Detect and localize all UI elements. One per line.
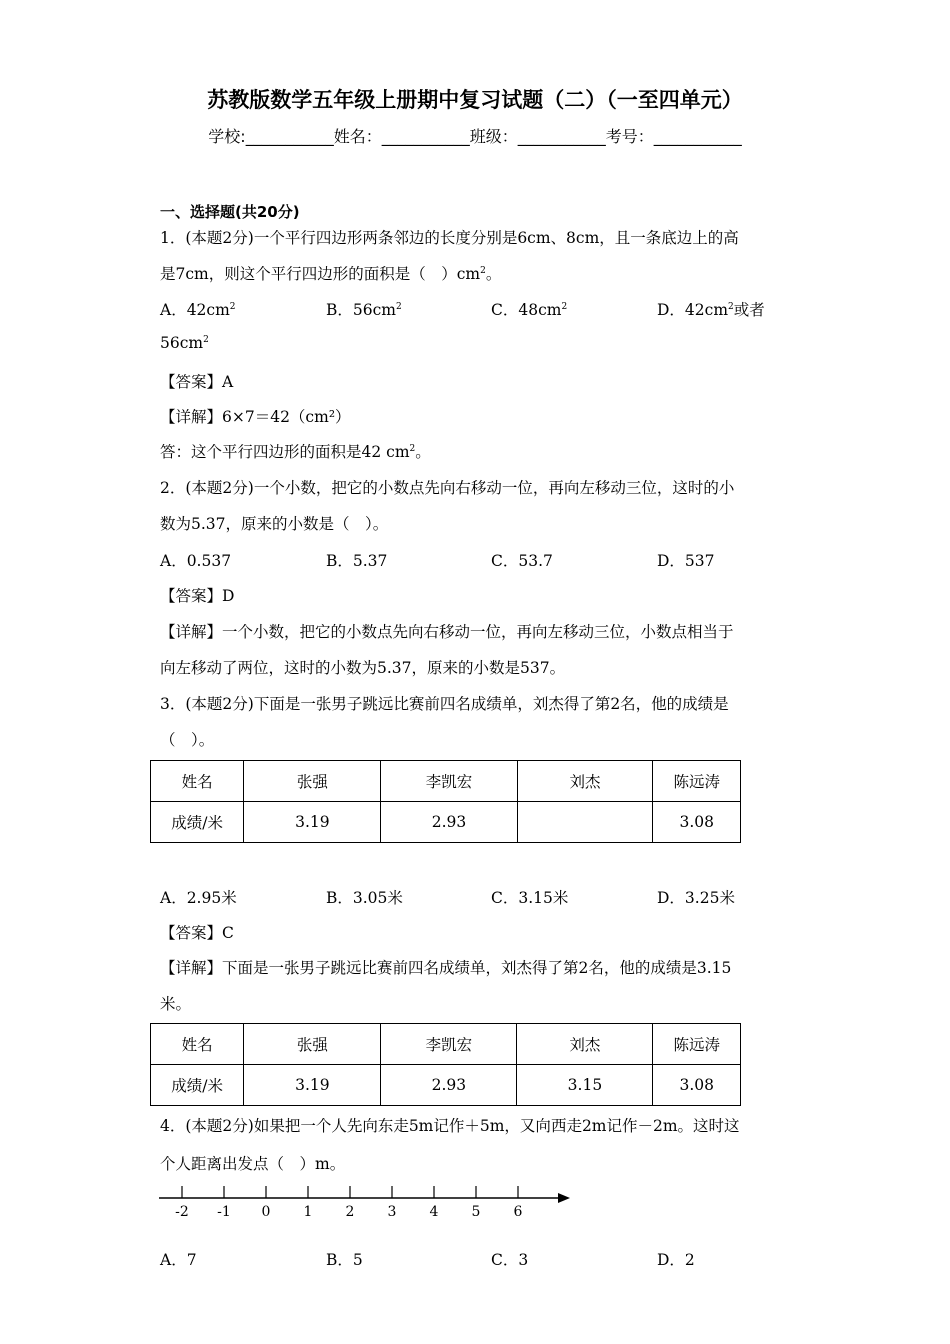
table-cell: 3.08: [653, 802, 741, 843]
score-table-question: [150, 760, 741, 843]
q2-answer: 【答案】D: [160, 587, 235, 605]
table-cell: 张强: [244, 761, 381, 802]
q3-option-a: A．2.95米: [160, 889, 237, 907]
q1-option-c: C．$48cm^2$: [491, 301, 568, 319]
table-cell: 3.19: [244, 802, 381, 843]
q1-option-d-continued: $56cm^2$: [160, 334, 209, 352]
table-cell: 2.93: [381, 1065, 517, 1106]
section-title: 一、选择题(共20分): [160, 203, 300, 221]
q3-line2: （ ）。: [160, 731, 215, 749]
q2-detail-line1: 【详解】一个小数，把它的小数点先向右移动一位，再向左移动三位，小数点相当于: [160, 623, 734, 641]
number-line-label: 1: [303, 1204, 313, 1220]
q4-option-b: B．5: [326, 1251, 363, 1269]
q3-option-c: C．3.15米: [491, 889, 569, 907]
number-line-label: 5: [471, 1204, 481, 1220]
q1-answer: 【答案】A: [160, 373, 234, 391]
table-cell: 陈远涛: [653, 1024, 741, 1065]
table-cell: 3.15: [517, 1065, 653, 1106]
table-cell: 2.93: [381, 802, 517, 843]
number-line-label: 4: [429, 1204, 439, 1220]
table-cell: 刘杰: [517, 761, 653, 802]
table-header-row: [151, 1024, 741, 1065]
number-line: [155, 1184, 575, 1220]
number-line-label: -2: [175, 1204, 189, 1220]
table-cell: 李凯宏: [381, 761, 517, 802]
q2-line2: 数为5.37，原来的小数是（ ）。: [160, 515, 389, 533]
table-header-row: [151, 761, 741, 802]
table-cell: 3.08: [653, 1065, 741, 1106]
number-line-arrow: [558, 1193, 570, 1203]
q4-option-d: D．2: [657, 1251, 695, 1269]
table-cell: 成绩/米: [151, 802, 244, 843]
q3-line1: 3．(本题2分)下面是一张男子跳远比赛前四名成绩单，刘杰得了第2名，他的成绩是: [160, 695, 729, 713]
score-table-answer: [150, 1023, 741, 1106]
q1-option-a: A．$42cm^2$: [160, 301, 236, 319]
table-cell: 3.19: [244, 1065, 381, 1106]
table-cell: 刘杰: [517, 1024, 653, 1065]
table-cell: [517, 802, 653, 843]
q3-detail-line2: 米。: [160, 995, 192, 1013]
student-info-line: 学校:___________姓名：___________班级：___________考号：___________: [208, 127, 742, 146]
q4-line1: 4．(本题2分)如果把一个人先向东走5m记作＋5m，又向西走2m记作－2m。这时这: [160, 1117, 740, 1135]
q2-option-a: A．0.537: [160, 552, 232, 570]
q1-line1: 1．(本题2分)一个平行四边形两条邻边的长度分别是6cm、8cm，且一条底边上的高: [160, 229, 739, 247]
table-cell: 成绩/米: [151, 1065, 244, 1106]
q2-option-d: D．537: [657, 552, 715, 570]
number-line-label: 2: [345, 1204, 355, 1220]
number-line-label: 6: [513, 1204, 523, 1220]
q1-line2: 是7cm，则这个平行四边形的面积是（ ）$cm^2$。: [160, 265, 502, 283]
q1-option-d: D．$42cm^2$或者: [657, 301, 765, 319]
q4-option-c: C．3: [491, 1251, 529, 1269]
q2-detail-line2: 向左移动了两位，这时的小数为5.37，原来的小数是537。: [160, 659, 566, 677]
page-title: 苏教版数学五年级上册期中复习试题（二）（一至四单元）: [207, 88, 743, 112]
number-line-label: 3: [387, 1204, 397, 1220]
q1-option-b: B．$56cm^2$: [326, 301, 402, 319]
table-cell: 张强: [244, 1024, 381, 1065]
table-row: [151, 802, 741, 843]
q1-detail: 【详解】6×7＝42（cm²）: [160, 408, 351, 426]
number-line-label: -1: [217, 1204, 231, 1220]
table-cell: 李凯宏: [381, 1024, 517, 1065]
q3-option-b: B．3.05米: [326, 889, 403, 907]
q2-option-b: B．5.37: [326, 552, 388, 570]
table-cell: 陈远涛: [653, 761, 741, 802]
q4-option-a: A．7: [160, 1251, 197, 1269]
q4-line2: 个人距离出发点（ ）m。: [160, 1155, 346, 1173]
q2-line1: 2．(本题2分)一个小数，把它的小数点先向右移动一位，再向左移动三位，这时的小: [160, 479, 735, 497]
q3-detail-line1: 【详解】下面是一张男子跳远比赛前四名成绩单，刘杰得了第2名，他的成绩是3.15: [160, 959, 732, 977]
q3-option-d: D．3.25米: [657, 889, 735, 907]
table-row: [151, 1065, 741, 1106]
q1-conclusion: 答：这个平行四边形的面积是42 $cm^2$。: [160, 443, 431, 461]
q2-option-c: C．53.7: [491, 552, 553, 570]
q3-answer: 【答案】C: [160, 924, 234, 942]
number-line-label: 0: [261, 1204, 271, 1220]
table-cell: 姓名: [151, 1024, 244, 1065]
table-cell: 姓名: [151, 761, 244, 802]
